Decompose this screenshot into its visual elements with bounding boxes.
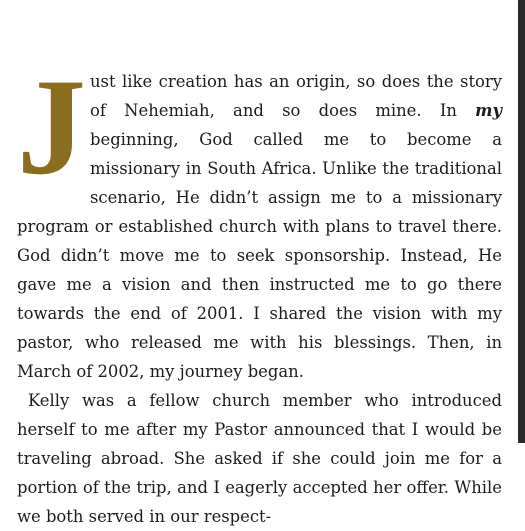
page-edge-shadow [518, 0, 525, 443]
paragraph-2: Kelly was a fellow church member who introduced herself to me after my Pastor announced that I would be traveling abroad. She asked if she could join me for a portion of the trip, and I eagerly accepted her offer. While we both served in our respect- [17, 391, 502, 526]
drop-cap: J [17, 50, 86, 203]
book-page [17, 50, 502, 531]
paragraph-1-text-start: ust like creation has an origin, so does the story of Nehemiah, and so does mine. In [90, 72, 502, 120]
emphasized-word: my [475, 101, 502, 120]
paragraph-1-text-rest: beginning, God called me to become a missionary in South Africa. Unlike the traditional scenario, He didn’t assign me to a missionary program or established church with plans to travel there. God didn’t move me to seek sponsorship. Instead, He gave me a vision and then instructed me to go there towards the end of 2001. I shared the vision with my pastor, who released me with his blessings. Then, in March of 2002, my journey began. [17, 130, 502, 381]
paragraph-1 [17, 50, 502, 386]
